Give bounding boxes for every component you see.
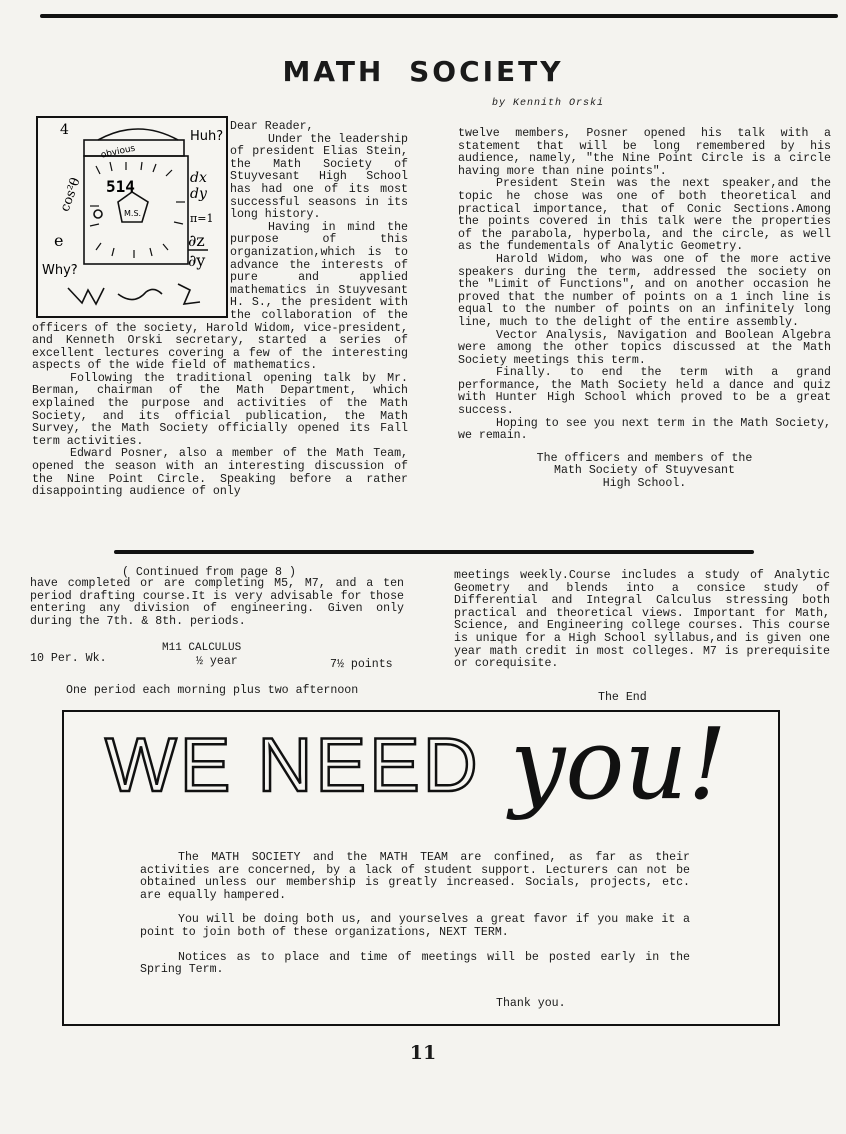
salutation: Dear Reader, xyxy=(230,120,314,133)
logo-huh-text: Huh? xyxy=(190,129,224,144)
ad-paragraph-3: Notices as to place and time of meetings will be posted early in the Spring Term. xyxy=(140,950,690,977)
logo-obvious-text: obvious xyxy=(99,143,137,161)
left-paragraph-1: Under the leadership of president Elias Stein, the Math Society of Stuyvesant High School has had one of its most successful seasons in its long history. xyxy=(230,132,408,222)
page-title: MATH SOCIETY xyxy=(282,55,564,88)
svg-text:cos²θ: cos²θ xyxy=(57,175,84,214)
continued-header: ( Continued from page 8 ) xyxy=(122,566,296,579)
left-paragraph-3: Following the traditional opening talk by Mr. Berman, chairman of the Math Department, which explained the purpose and activities of the Math Society, and its official publication, the Math Survey, the Math Society officially opened its Fall term activities. xyxy=(32,371,408,448)
logo-dq-text: ∂y xyxy=(188,251,206,270)
logo-why-text: Why? xyxy=(42,263,78,278)
ad-body xyxy=(140,852,690,989)
course-schedule: One period each morning plus two afternoon xyxy=(66,684,359,697)
ad-headline: WE NEED xyxy=(105,723,481,808)
top-rule xyxy=(40,14,838,18)
logo-badge: M.S. xyxy=(124,209,142,218)
section-divider xyxy=(114,550,754,554)
course-points: 7½ points xyxy=(330,658,393,671)
course-periods: 10 Per. Wk. xyxy=(30,652,107,665)
logo-dz-text: ∂z xyxy=(188,231,205,250)
ad-thanks: Thank you. xyxy=(496,997,566,1010)
svg-text:4: 4 xyxy=(60,122,69,138)
article-left-column xyxy=(32,121,408,499)
signature: The officers and members of the Math Society of Stuyvesant High School. xyxy=(536,451,753,491)
right-paragraph-1: President Stein was the next speaker,and the topic he chose was one of both theoretical and practical importance, that of Conic Sections.Among the points covered in this talk were the properties of the parabola, hyperbola, and the circle, as well as the fundementals of Analytic Geometry. xyxy=(458,177,831,254)
right-paragraph-3: Vector Analysis, Navigation and Boolean Algebra were among the other topics discussed at the Math Society meetings this term. xyxy=(458,328,831,367)
ad-paragraph-2: You will be doing both us, and yourselves a great favor if you make it a point to join both of these organizations, NEXT TERM. xyxy=(140,913,690,939)
byline: by Kennith Orski xyxy=(492,98,605,109)
logo-pi-text: π=1 xyxy=(190,212,214,225)
logo-dx-text: dx xyxy=(190,170,207,186)
logo-room-number: 514 xyxy=(106,177,135,196)
ad-headline-you: you! xyxy=(510,708,727,822)
the-end: The End xyxy=(598,691,647,704)
right-paragraph-2: Harold Widom, who was one of the more active speakers during the term, addressed the society on the "Limit of Functions", and on another occasion he proved that the number of points on a 1 inch line is equal to the number of points on an infinitely long line, much to the delight of the entire assembly. xyxy=(458,252,831,329)
course-title: M11 CALCULUS xyxy=(162,642,242,654)
article-right-column xyxy=(458,128,831,491)
right-paragraph-5: Hoping to see you next term in the Math Society, we remain. xyxy=(458,416,831,443)
left-paragraph-4: Edward Posner, also a member of the Math Team, opened the season with an interesting discussion of the Nine Point Circle. Speaking before a rather disappointing audience of only xyxy=(32,447,408,499)
course-duration: ½ year xyxy=(196,655,238,668)
continued-left-text: have completed or are completing M5, M7, and a ten period drafting course.It is very advisable for those entering any division of engineering. Given only during the 7th. & 8th. periods. xyxy=(30,577,404,628)
left-paragraph-2: Having in mind the purpose of this organization,which is to advance the interests of pure and applied mathematics in Stuyvesant H. S., the president with the collaboration of the officers of the society, Harold Widom, vice-president, and Kenneth Orski secretary, started a series of excellent lectures covering a few of the interesting aspects of the wide field of mathematics. xyxy=(32,220,408,373)
logo-spacer xyxy=(32,121,230,317)
page-number: 11 xyxy=(409,1042,437,1064)
logo-e-text: e xyxy=(54,231,64,250)
logo-dy-text: dy xyxy=(190,186,207,202)
right-paragraph-4: Finally. to end the term with a grand performance, the Math Society held a dance and quiz with Hunter High School which proved to be a great success. xyxy=(458,366,831,418)
ad-paragraph-1: The MATH SOCIETY and the MATH TEAM are confined, as far as their activities are concerned, by a lack of student support. Lecturers can not be obtained unless our membership is greatly increased. Socials, projects, etc. are equally hampered. xyxy=(140,851,690,902)
right-paragraph-0: twelve members, Posner opened his talk with a statement that will be long remembered by his audience, namely, "the Nine Point Circle is a circle having more than nine points". xyxy=(458,127,831,178)
continued-right-text: meetings weekly.Course includes a study of Analytic Geometry and blends into a consice study of Differential and Integral Calculus stressing both practical and theoretical views. Important for Math, Science, and Engineering college courses. This course is unique for a High School syllabus,and is given one year math credit in most colleges. M7 is prerequisite or corequisite. xyxy=(454,569,830,671)
